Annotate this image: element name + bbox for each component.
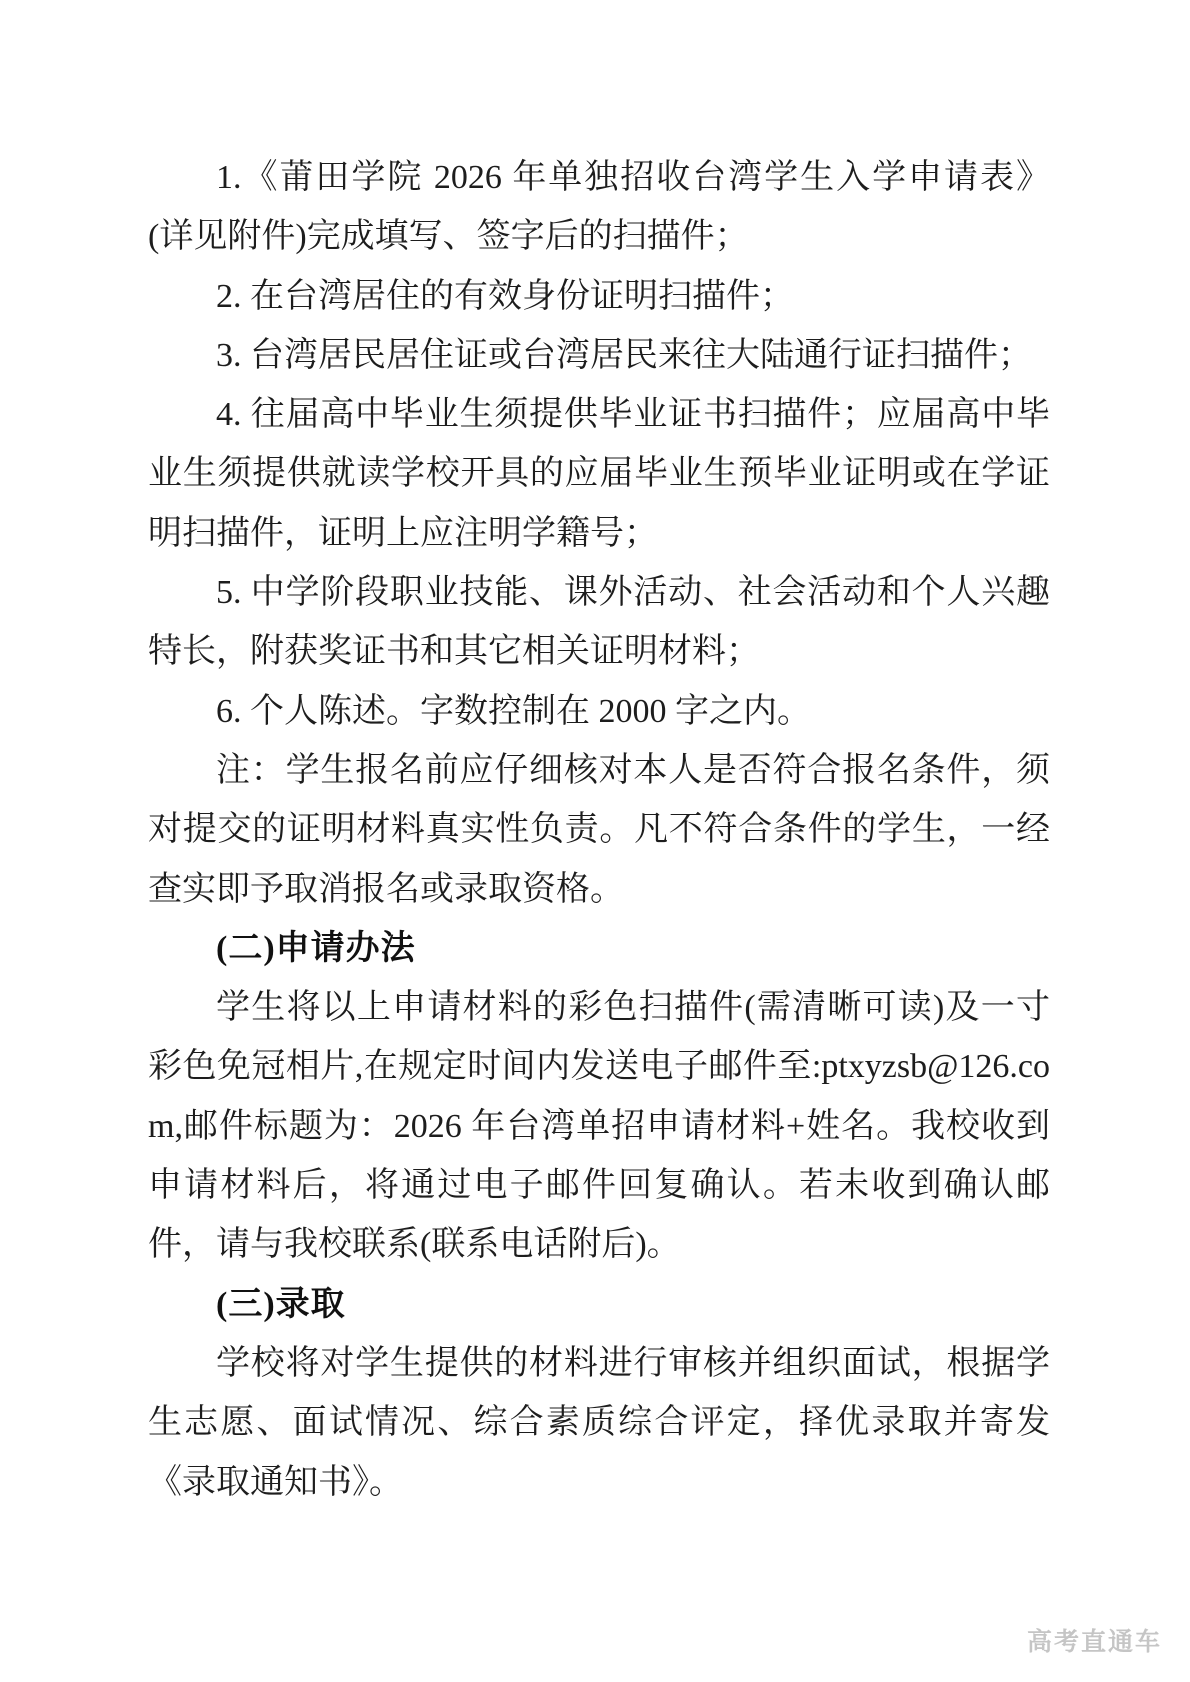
admission-paragraph: 学校将对学生提供的材料进行审核并组织面试，根据学生志愿、面试情况、综合素质综合评定，择优录取并寄发《录取通知书》。 [148,1344,1050,1501]
list-item-2: 2. 在台湾居住的有效身份证明扫描件； [216,277,794,315]
watermark: 高考直通车 [1026,1628,1162,1656]
document-body [148,148,1050,1512]
list-item-6: 6. 个人陈述。字数控制在 2000 字之内。 [216,692,811,730]
section-heading-admission: (三)录取 [216,1285,346,1323]
list-item-4: 4. 往届高中毕业生须提供毕业证书扫描件；应届高中毕业生须提供就读学校开具的应届毕业生预毕业证明或在学证明扫描件，证明上应注明学籍号； [148,396,1050,552]
list-item-3: 3. 台湾居民居住证或台湾居民来往大陆通行证扫描件； [216,336,1032,374]
note-paragraph: 注：学生报名前应仔细核对本人是否符合报名条件，须对提交的证明材料真实性负责。凡不符合条件的学生，一经查实即予取消报名或录取资格。 [148,751,1050,908]
section-heading-application-method: (二)申请办法 [216,929,416,967]
application-method-paragraph: 学生将以上申请材料的彩色扫描件(需清晰可读)及一寸彩色免冠相片,在规定时间内发送电子邮件至:ptxyzsb@126.com,邮件标题为：2026 年台湾单招申请材料+姓名。我校收到申请材料后，将通过电子邮件回复确认。若未收到确认邮件，请与我校联系(联系电话附后)。 [148,989,1050,1264]
list-item-1: 1.《莆田学院 2026 年单独招收台湾学生入学申请表》(详见附件)完成填写、签字后的扫描件； [148,159,1050,256]
list-item-5: 5. 中学阶段职业技能、课外活动、社会活动和个人兴趣特长，附获奖证书和其它相关证明材料； [148,574,1050,671]
